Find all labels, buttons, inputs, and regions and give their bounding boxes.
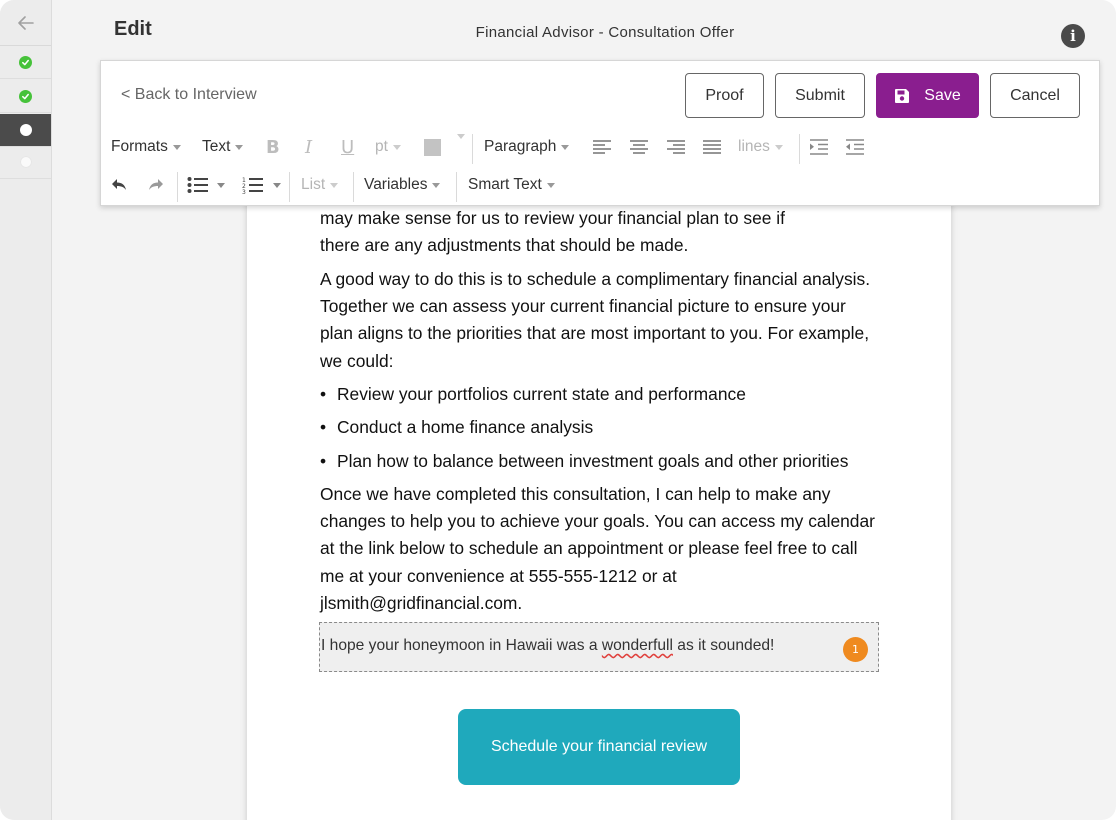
- underline-button[interactable]: U: [341, 136, 355, 158]
- toolbar-row-2: [101, 168, 1101, 202]
- paragraph-dropdown[interactable]: Paragraph: [484, 130, 569, 164]
- rail-step-1[interactable]: [0, 46, 51, 79]
- rail-step-4[interactable]: [0, 146, 51, 179]
- numbered-list-caret-icon[interactable]: [273, 168, 281, 202]
- align-right-icon[interactable]: [666, 130, 686, 164]
- divider: [289, 172, 290, 202]
- svg-text:2: 2: [242, 183, 246, 190]
- italic-button[interactable]: I: [305, 136, 313, 158]
- rail-step-3-current[interactable]: [0, 114, 51, 147]
- bullet-list-caret-icon[interactable]: [217, 168, 225, 202]
- editor-toolbar: [100, 60, 1100, 206]
- toolbar-row-1: [101, 130, 1101, 164]
- svg-text:1: 1: [242, 177, 246, 184]
- text-dropdown[interactable]: Text: [202, 130, 243, 164]
- smart-text-block[interactable]: [319, 622, 879, 672]
- list-item: • Conduct a home finance analysis: [320, 417, 594, 437]
- smart-text-dropdown[interactable]: Smart Text: [468, 168, 555, 202]
- align-left-icon[interactable]: [592, 130, 612, 164]
- proof-button[interactable]: Proof: [685, 73, 764, 118]
- page-title: Edit: [114, 18, 152, 40]
- align-justify-icon[interactable]: [702, 130, 722, 164]
- cancel-button[interactable]: Cancel: [990, 73, 1080, 118]
- redo-icon[interactable]: [148, 168, 164, 202]
- outdent-icon[interactable]: [845, 130, 865, 164]
- font-size-dropdown[interactable]: pt: [375, 130, 401, 164]
- save-button-label: Save: [924, 86, 961, 104]
- floppy-disk-icon: [894, 88, 910, 104]
- back-arrow-icon[interactable]: [0, 0, 51, 46]
- divider: [177, 172, 178, 202]
- paragraph-3: Once we have completed this consultation, I can help to make any changes to help you to achieve your goals. You can access my calendar at the link below to schedule an appointment or please feel free to call me at your convenience at 555-555-1212 or at jlsmith@gridfinancial.com.: [320, 484, 875, 613]
- color-swatch-icon: [424, 139, 441, 156]
- list-item: • Review your portfolios current state and performance: [320, 384, 746, 404]
- smart-text-count-badge[interactable]: 1: [843, 637, 868, 662]
- svg-text:3: 3: [242, 189, 246, 194]
- current-step-dot-icon: [20, 124, 32, 136]
- document-title: Financial Advisor - Consultation Offer: [475, 24, 735, 41]
- check-icon: [19, 56, 32, 69]
- paragraph-2: A good way to do this is to schedule a complimentary financial analysis. Together we can assess your current financial picture to ensure your plan aligns to the priorities that are most important to you. For example, we could:: [320, 269, 871, 371]
- paragraph-1-line-2: there are any adjustments that should be made.: [320, 235, 689, 255]
- bullet-list-icon[interactable]: [187, 168, 209, 202]
- divider: [799, 134, 800, 164]
- divider: [353, 172, 354, 202]
- undo-icon[interactable]: [111, 168, 127, 202]
- divider: [472, 134, 473, 164]
- document-page[interactable]: [247, 150, 951, 820]
- list-item: • Plan how to balance between investment goals and other priorities: [320, 451, 849, 471]
- submit-button[interactable]: Submit: [775, 73, 865, 118]
- back-to-interview-link[interactable]: < Back to Interview: [121, 86, 257, 103]
- check-icon: [19, 90, 32, 103]
- save-button[interactable]: [876, 73, 979, 118]
- misspelled-word[interactable]: wonderfull: [601, 637, 673, 654]
- text-color-button[interactable]: [424, 130, 441, 164]
- info-icon[interactable]: i: [1061, 24, 1085, 48]
- list-dropdown[interactable]: List: [301, 168, 338, 202]
- divider: [456, 172, 457, 202]
- line-spacing-dropdown[interactable]: lines: [738, 130, 783, 164]
- paragraph-1-line-1: may make sense for us to review your financial plan to see if: [320, 208, 785, 228]
- indent-icon[interactable]: [809, 130, 829, 164]
- variables-dropdown[interactable]: Variables: [364, 168, 440, 202]
- numbered-list-icon[interactable]: [242, 168, 264, 202]
- step-rail: [0, 0, 52, 820]
- rail-step-2[interactable]: [0, 80, 51, 113]
- align-center-icon[interactable]: [629, 130, 649, 164]
- pending-step-dot-icon: [20, 156, 32, 168]
- schedule-review-button[interactable]: Schedule your financial review: [458, 709, 740, 785]
- formats-dropdown[interactable]: Formats: [111, 130, 181, 164]
- smart-text-content: I hope your honeymoon in Hawaii was a wonderfull as it sounded!: [321, 637, 775, 654]
- bold-button[interactable]: B: [266, 136, 280, 158]
- color-caret-icon[interactable]: [457, 134, 465, 139]
